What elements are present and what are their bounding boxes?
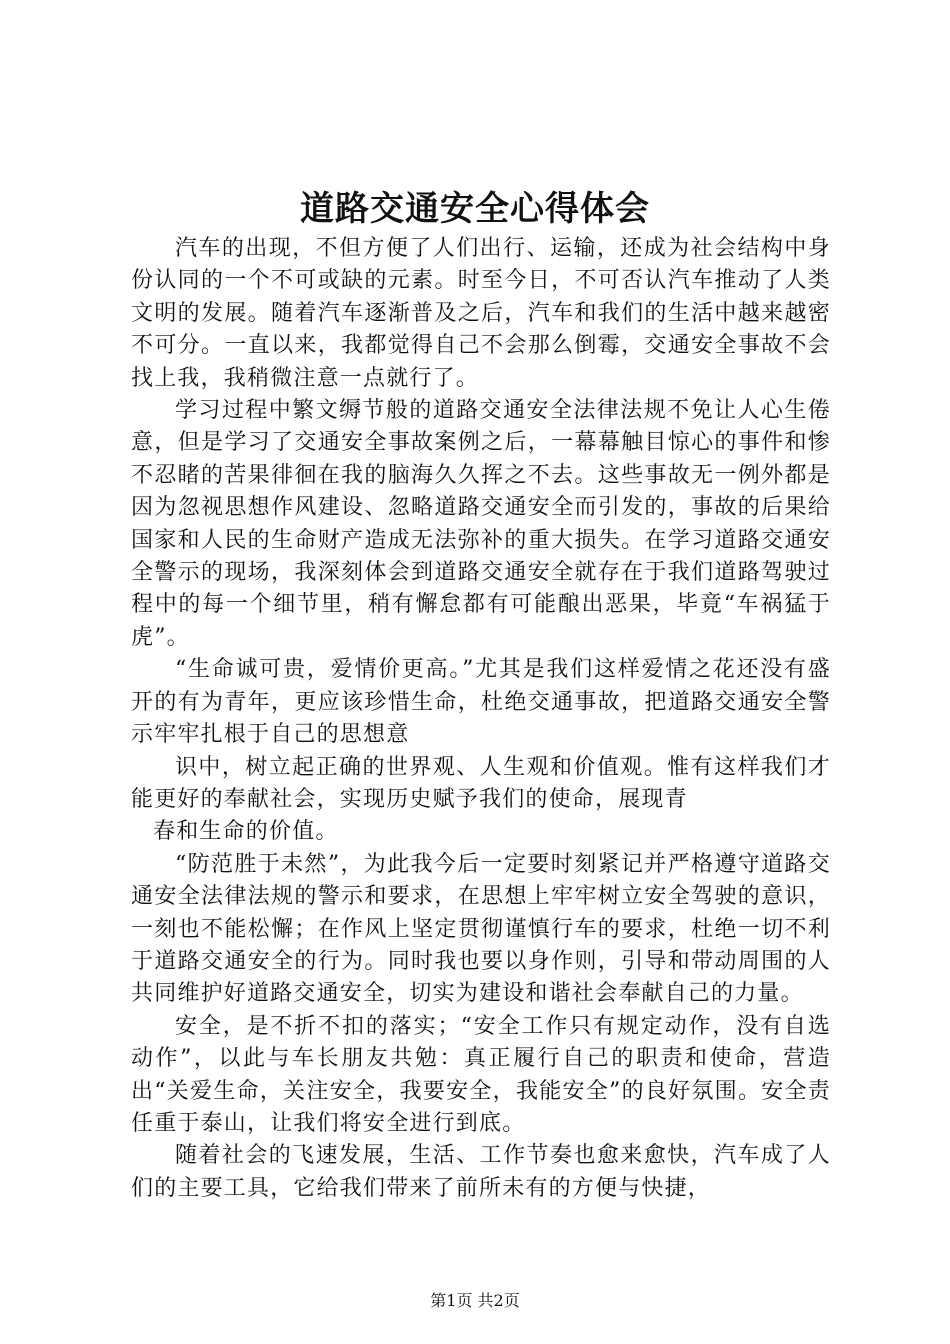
paragraph-5: 春和生命的价值。: [153, 819, 339, 845]
page-footer: 第1页 共2页: [430, 1291, 520, 1310]
paragraph-1: 汽车的出现，不但方便了人们出行、运输，还成为社会结构中身份认同的一个不可或缺的元素。时至今日，不可否认汽车推动了人类文明的发展。随着汽车逐渐普及之后，汽车和我们的生活中越来越密不可分。一直以来，我都觉得自己不会那么倒霉，交通安全事故不会找上我，我稍微注意一点就行了。: [131, 236, 831, 391]
paragraph-4: 识中，树立起正确的世界观、人生观和价值观。惟有这样我们才能更好的奉献社会，实现历史赋予我们的使命，展现青: [131, 754, 831, 812]
document-title: 道路交通安全心得体会: [300, 189, 650, 229]
paragraph-3: “生命诚可贵，爱情价更高。”尤其是我们这样爱情之花还没有盛开的有为青年，更应该珍惜生命，杜绝交通事故，把道路交通安全警示牢牢扎根于自己的思想意: [131, 657, 831, 748]
paragraph-6: “防范胜于未然”，为此我今后一定要时刻紧记并严格遵守道路交通安全法律法规的警示和要求，在思想上牢牢树立安全驾驶的意识，一刻也不能松懈；在作风上坚定贯彻谨慎行车的要求，杜绝一切不利于道路交通安全的行为。同时我也要以身作则，引导和带动周围的人共同维护好道路交通安全，切实为建设和谐社会奉献自己的力量。: [131, 851, 831, 1007]
paragraph-7: 安全，是不折不扣的落实；“安全工作只有规定动作，没有自选动作”，以此与车长朋友共勉：真正履行自己的职责和使命，营造出“关爱生命，关注安全，我要安全，我能安全”的良好氛围。安全责任重于泰山，让我们将安全进行到底。: [131, 1013, 831, 1136]
paragraph-8: 随着社会的飞速发展，生活、工作节奏也愈来愈快，汽车成了人们的主要工具，它给我们带来了前所未有的方便与快捷，: [131, 1143, 831, 1201]
paragraph-2: 学习过程中繁文缛节般的道路交通安全法律法规不免让人心生倦意，但是学习了交通安全事故案例之后，一幕幕触目惊心的事件和惨不忍睹的苦果徘徊在我的脑海久久挥之不去。这些事故无一例外都是因为忽视思想作风建设、忽略道路交通安全而引发的，事故的后果给国家和人民的生命财产造成无法弥补的重大损失。在学习道路交通安全警示的现场，我深刻体会到道路交通安全就存在于我们道路驾驶过程中的每一个细节里，稍有懈怠都有可能酿出恶果，毕竟“车祸猛于虎”。: [131, 398, 831, 650]
document-body: [131, 233, 831, 1205]
